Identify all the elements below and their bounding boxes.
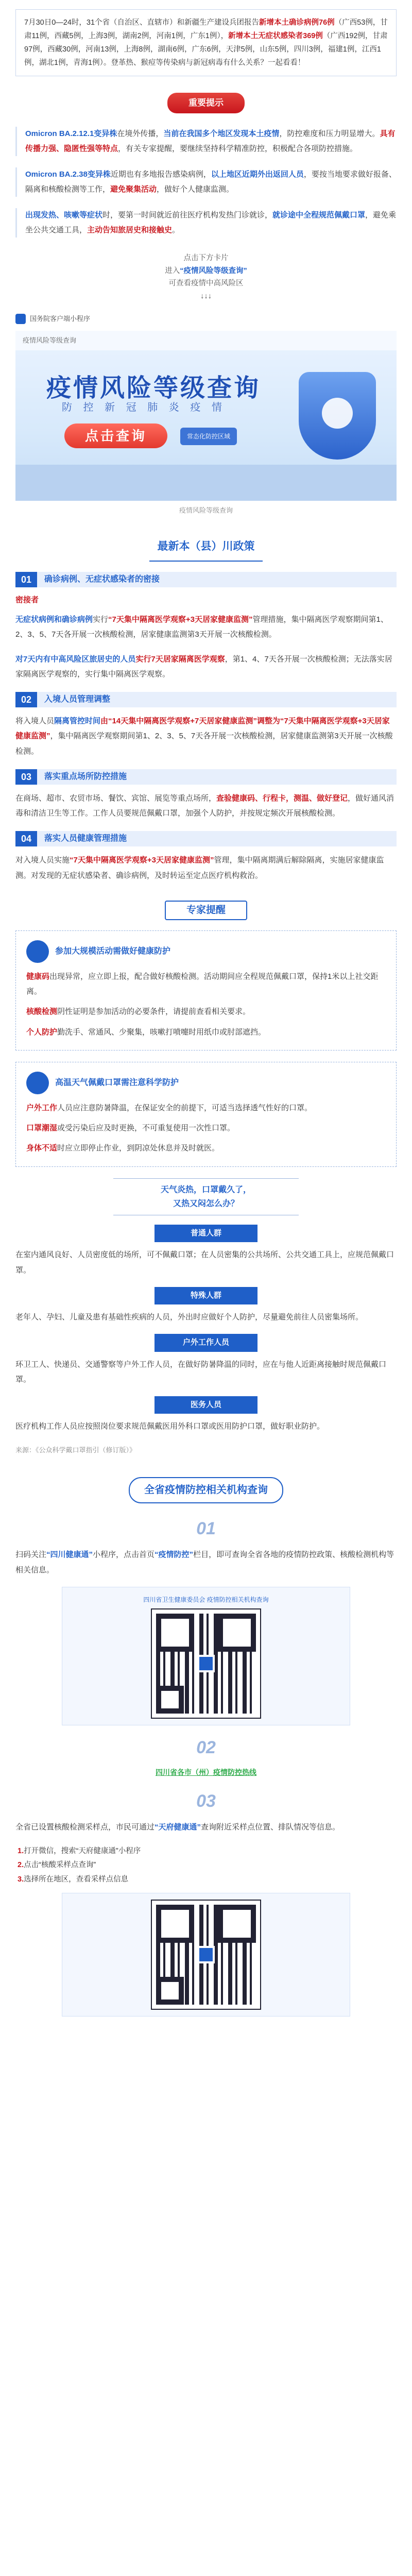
- card-title: 参加大规模活动需做好健康防护: [55, 946, 171, 956]
- tip-paragraph: Omicron BA.2.38变异株近期也有多地报告感染病例，以上地区近期外出返回人员，要按当地要求做好报备、隔离和核酸检测等工作，避免聚集活动，做好个人健康监测。: [15, 167, 397, 197]
- group-tag: 医务人员: [154, 1396, 258, 1414]
- mini-program-name: 国务院客户端小程序: [30, 314, 91, 323]
- tip-paragraph: Omicron BA.2.12.1变异株在境外传播，当前在我国多个地区发现本土疫情，防控难度和压力明显增大。具有传播力强、隐匿性强等特点，有关专家提醒，要继续坚持科学精准防控，积极配合各项防控措施。: [15, 127, 397, 156]
- group-tag: 户外工作人员: [154, 1334, 258, 1351]
- item-title: 落实人员健康管理措施: [37, 831, 397, 846]
- card-text: 个人防护勤洗手、常通风、少聚集，咳嗽打喷嚏时用纸巾或肘部遮挡。: [26, 1027, 266, 1037]
- group-tag: 普通人群: [154, 1225, 258, 1242]
- step-text: 扫码关注“四川健康通”小程序，点击首页“疫情防控”栏目，即可查询全省各地的疫情防控政策、核酸检测机构等相关信息。: [15, 1550, 394, 1574]
- step-text: 全省已设置核酸检测采样点，市民可通过“天府健康通”查询附近采样点位置、排队情况等信息。: [15, 1823, 340, 1832]
- important-tip-label: 重要提示: [167, 93, 245, 113]
- policy-item-header: [15, 692, 397, 707]
- policy-text: 无症状病例和确诊病例实行“7天集中隔离医学观察+3天居家健康监测”管理措施，集中隔离医学观察期间第1、2、3、5、7天各开展一次核酸检测，居家健康监测第3天开展一次核酸检测。: [15, 615, 388, 639]
- crowd-icon: [26, 940, 49, 963]
- banner-subtitle: 防 控 新 冠 肺 炎 疫 情: [62, 402, 226, 414]
- policy-text: 对7天内有中高风险区旅居史的人员实行7天居家隔离医学观察，第1、4、7天各开展一次核酸检测；无法落实居家隔离医学观察的，实行集中隔离医学观察。: [15, 654, 392, 679]
- qr-center-logo-icon: [197, 1946, 215, 1963]
- item-label: 密接者: [15, 595, 39, 604]
- qr-finder-pattern: [156, 1686, 184, 1714]
- group-tag: 特殊人群: [154, 1287, 258, 1304]
- mini-program-header[interactable]: [0, 310, 412, 328]
- policy-item-header: [15, 572, 397, 587]
- group-advice: 老年人、孕妇、儿童及患有基础性疾病的人员，外出时应做好个人防护，尽量避免前往人员密集场所。: [15, 1313, 364, 1322]
- qr-center-logo-icon: [197, 1655, 215, 1672]
- intro-box: [15, 9, 397, 76]
- item-title: 落实重点场所防控措施: [37, 769, 397, 785]
- intro-text: 登革热、猴痘等传染病与新冠病毒有什么关系？一起看看！: [111, 59, 305, 67]
- group-advice: 医疗机构工作人员应按照岗位要求规范佩戴医用外科口罩或医用防护口罩，做好职业防护。: [15, 1422, 325, 1431]
- group-advice: 在室内通风良好、人员密度低的场所，可不佩戴口罩；在人员密集的公共场所、公共交通工具上，应规范佩戴口罩。: [15, 1250, 394, 1275]
- qr-caption: 四川省卫生健康委员会 疫情防控相关机构查询: [143, 1596, 269, 1603]
- hotline-link[interactable]: 四川省各市（州）疫情防控热线: [156, 1768, 256, 1777]
- card-text: 身体不适时应立即停止作业，到阴凉处休息并及时就医。: [26, 1144, 220, 1153]
- risk-query-card[interactable]: [15, 331, 397, 501]
- card-text: 口罩潮湿或受污染后应及时更换，不可重复使用一次性口罩。: [26, 1124, 235, 1133]
- policy-text: 将入境人员隔离管控时间由“14天集中隔离医学观察+7天居家健康监测”调整为“7天集中隔离医学观察+3天居家健康监测”，集中隔离医学观察期间第1、2、3、5、7天各开展一次核酸检测，居家健康监测第3天开展一次核酸检测。: [15, 717, 393, 756]
- query-button[interactable]: 点击查询: [64, 423, 167, 448]
- card-title: 高温天气佩戴口罩需注意科学防护: [55, 1078, 179, 1087]
- card-text: 健康码出现异常，应立即上报，配合做好核酸检测。活动期间应全程规范佩戴口罩，保持1米以上社交距离。: [26, 972, 379, 996]
- policy-text: 在商场、超市、农贸市场、餐饮、宾馆、展览等重点场所，查验健康码、行程卡，测温、做好登记，做好通风消毒和清洁卫生等工作。工作人员要规范佩戴口罩，加强个人防护，并按规定频次开展核酸检测。: [15, 793, 394, 818]
- source-note: 来源：《公众科学戴口罩指引（修订版）》: [15, 1446, 136, 1454]
- card-instruction: 点击下方卡片 进入“疫情风险等级查询” 可查看疫情中高风险区 ↓↓↓: [0, 252, 412, 303]
- expert-tips-title: 专家提醒: [165, 901, 247, 920]
- intro-highlight: 新增本土确诊病例76例: [259, 19, 335, 27]
- qr-code-icon[interactable]: [152, 1901, 260, 2009]
- city-skyline-illustration: [15, 465, 397, 501]
- shield-icon: [299, 372, 376, 460]
- item-title: 确诊病例、无症状感染者的密接: [37, 572, 397, 587]
- mask-question-quote: 天气炎热，口罩戴久了， 又热又闷怎么办？: [113, 1178, 299, 1215]
- footer-space: [0, 2024, 412, 2044]
- section-title: 最新本（县）川政策: [0, 537, 412, 562]
- card-text: 核酸检测阴性证明是参加活动的必要条件，请提前查看相关要求。: [26, 1007, 251, 1016]
- intro-text: （广西53例，甘肃11例，西藏5例，上海3例，湖南2例，河南1例，广东1例），: [24, 19, 388, 41]
- tip-paragraph: 出现发热、咳嗽等症状时，要第一时间就近前往医疗机构发热门诊就诊，就诊途中全程规范佩戴口罩，避免乘坐公共交通工具，主动告知旅居史和接触史。: [15, 208, 397, 238]
- qr-card: [62, 1587, 350, 1725]
- intro-highlight: 新增本土无症状感染者369例: [228, 32, 323, 41]
- mini-program-logo-icon: [15, 314, 26, 324]
- item-number: 02: [15, 692, 37, 707]
- item-number: 04: [15, 831, 37, 846]
- qr-finder-pattern: [156, 1977, 184, 2005]
- item-title: 入境人员管理调整: [37, 692, 397, 707]
- expert-tip-card: [15, 1062, 397, 1167]
- search-steps-list: [15, 1844, 397, 1887]
- list-item: 1.打开微信，搜索“天府健康通”小程序: [18, 1846, 141, 1855]
- policy-item-header: [15, 831, 397, 846]
- list-item: 2.点击“核酸采样点查询”: [18, 1861, 96, 1870]
- banner-title: 疫情风险等级查询: [46, 375, 261, 402]
- qr-card: [62, 1893, 350, 2016]
- group-advice: 环卫工人、快递员、交通警察等户外工作人员，在做好防暑降温的同时，应在与他人近距离接触时规范佩戴口罩。: [15, 1360, 387, 1384]
- normal-area-button[interactable]: 常态化防控区域: [180, 428, 237, 445]
- down-arrow-icon: ↓↓↓: [200, 292, 212, 301]
- step-number: 01: [196, 1518, 216, 1538]
- list-item: 3.选择所在地区，查看采样点信息: [18, 1875, 129, 1884]
- intro-text: 7月30日0—24时，31个省（自治区、直辖市）和新疆生产建设兵团报告: [24, 19, 260, 27]
- intro-text: （广西192例，甘肃97例，西藏30例，河南13例，上海8例，湖南6例，广东6例，天津5例，山东5例，四川3例，福建1例，江西1例，湖北1例，青海1例）。: [24, 32, 388, 67]
- policy-item-header: [15, 769, 397, 785]
- inquiry-section-title: 全省疫情防控相关机构查询: [129, 1477, 283, 1503]
- sun-icon: [26, 1072, 49, 1094]
- qr-code-icon[interactable]: [152, 1609, 260, 1718]
- banner-header: 疫情风险等级查询: [15, 331, 397, 350]
- expert-tip-card: [15, 930, 397, 1050]
- card-caption: 疫情风险等级查询: [179, 506, 233, 515]
- item-number: 03: [15, 769, 37, 785]
- item-number: 01: [15, 572, 37, 587]
- policy-text: 对入境人员实施“7天集中隔离医学观察+3天居家健康监测”管理，集中隔离期满后解除隔离，实施居家健康监测。对发现的无症状感染者、确诊病例，及时转运至定点医疗机构救治。: [15, 856, 384, 880]
- section-title-underline: [149, 561, 263, 562]
- step-number: 02: [196, 1737, 216, 1757]
- step-number: 03: [196, 1791, 216, 1811]
- card-text: 户外工作人员应注意防暑降温，在保证安全的前提下，可适当选择透气性好的口罩。: [26, 1103, 313, 1112]
